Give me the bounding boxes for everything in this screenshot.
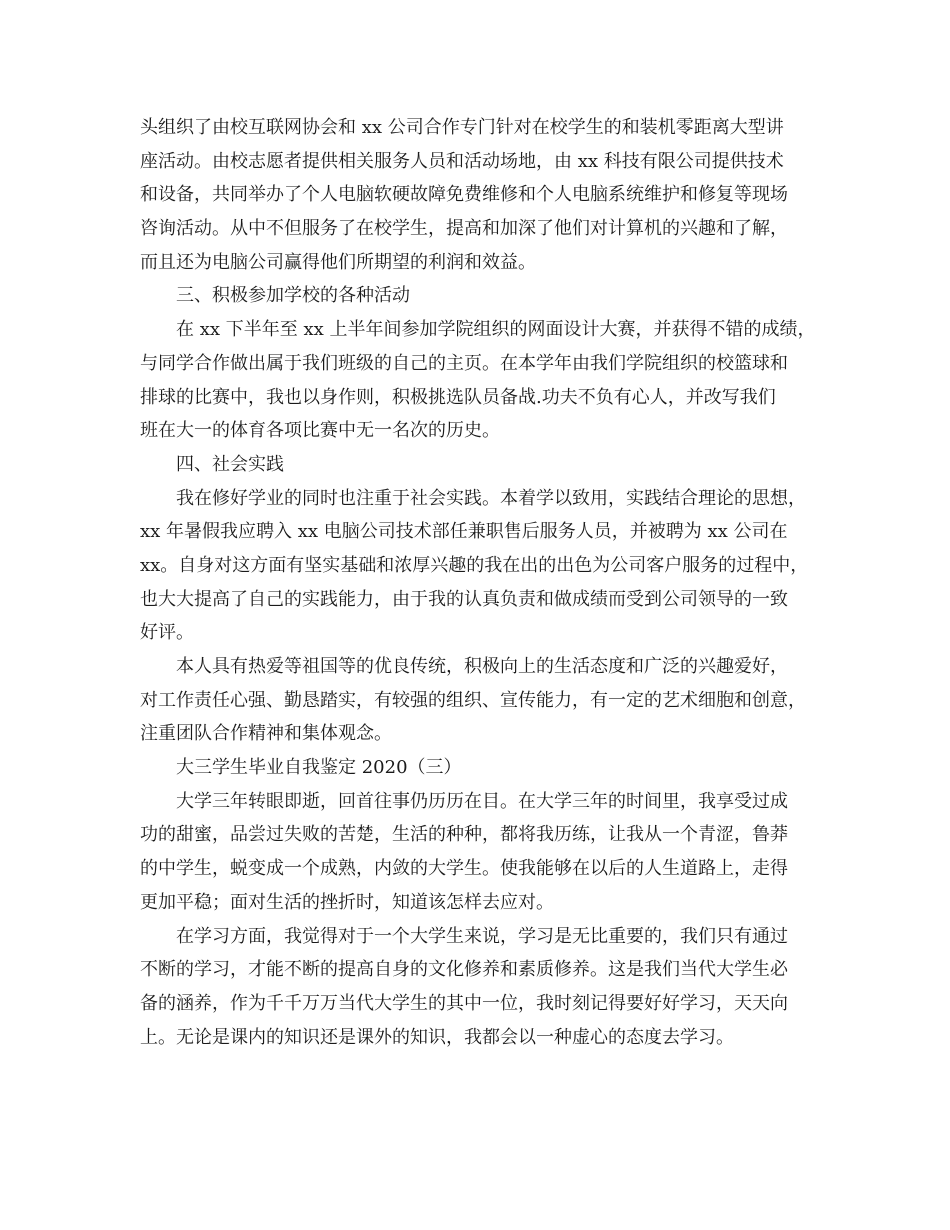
text-line: 上。无论是课内的知识还是课外的知识，我都会以一种虚心的态度去学习。: [140, 1026, 734, 1048]
text-line: 好评。: [140, 622, 194, 644]
text-line: 座活动。由校志愿者提供相关服务人员和活动场地，由 xx 科技有限公司提供技术: [140, 150, 784, 172]
text-line: 在学习方面，我觉得对于一个大学生来说，学习是无比重要的，我们只有通过: [176, 925, 788, 947]
text-line: 大学三年转眼即逝，回首往事仍历历在目。在大学三年的时间里，我享受过成: [176, 790, 788, 812]
text-line: 而且还为电脑公司赢得他们所期望的利润和效益。: [140, 251, 536, 273]
text-line: 功的甜蜜，品尝过失败的苦楚，生活的种种，都将我历练，让我从一个青涩，鲁莽: [140, 824, 788, 846]
text-line: 与同学合作做出属于我们班级的自己的主页。在本学年由我们学院组织的校篮球和: [140, 352, 788, 374]
text-line: 头组织了由校互联网协会和 xx 公司合作专门针对在校学生的和装机零距离大型讲: [140, 117, 784, 138]
text-line: 四、社会实践: [176, 453, 284, 475]
text-line: 对工作责任心强、勤恳踏实，有较强的组织、宣传能力，有一定的艺术细胞和创意，: [140, 689, 806, 711]
text-line: 的中学生，蜕变成一个成熟，内敛的大学生。使我能够在以后的人生道路上，走得: [140, 858, 788, 880]
text-line: 在 xx 下半年至 xx 上半年间参加学院组织的网面设计大赛，并获得不错的成绩，: [176, 319, 816, 341]
text-line: 三、积极参加学校的各种活动: [176, 285, 410, 307]
text-line: 也大大提高了自己的实践能力，由于我的认真负责和做成绩而受到公司领导的一致: [140, 588, 788, 610]
text-line: 备的涵养，作为千千万万当代大学生的其中一位，我时刻记得要好好学习，天天向: [140, 992, 788, 1014]
text-line: 不断的学习，才能不断的提高自身的文化修养和素质修养。这是我们当代大学生必: [140, 959, 788, 981]
text-line: 更加平稳；面对生活的挫折时，知道该怎样去应对。: [140, 891, 554, 913]
text-line: 我在修好学业的同时也注重于社会实践。本着学以致用，实践结合理论的思想，: [176, 487, 806, 509]
text-line: 班在大一的体育各项比赛中无一名次的历史。: [140, 420, 500, 442]
text-line: 咨询活动。从中不但服务了在校学生，提高和加深了他们对计算机的兴趣和了解，: [140, 218, 788, 240]
text-line: 和设备，共同举办了个人电脑软硬故障免费维修和个人电脑系统维护和修复等现场: [140, 184, 788, 206]
text-line: 排球的比赛中，我也以身作则，积极挑选队员备战.功夫不负有心人，并改写我们: [140, 386, 776, 408]
document-body: [140, 111, 820, 1054]
text-line: xx 年暑假我应聘入 xx 电脑公司技术部任兼职售后服务人员，并被聘为 xx 公司在: [140, 521, 788, 543]
text-line: 注重团队合作精神和集体观念。: [140, 723, 392, 745]
text-line: xx。自身对这方面有坚实基础和浓厚兴趣的我在出的出色为公司客户服务的过程中，: [140, 554, 809, 576]
text-line: 本人具有热爱等祖国等的优良传统，积极向上的生活态度和广泛的兴趣爱好，: [176, 656, 788, 677]
text-line: 大三学生毕业自我鉴定 2020（三）: [176, 757, 462, 779]
